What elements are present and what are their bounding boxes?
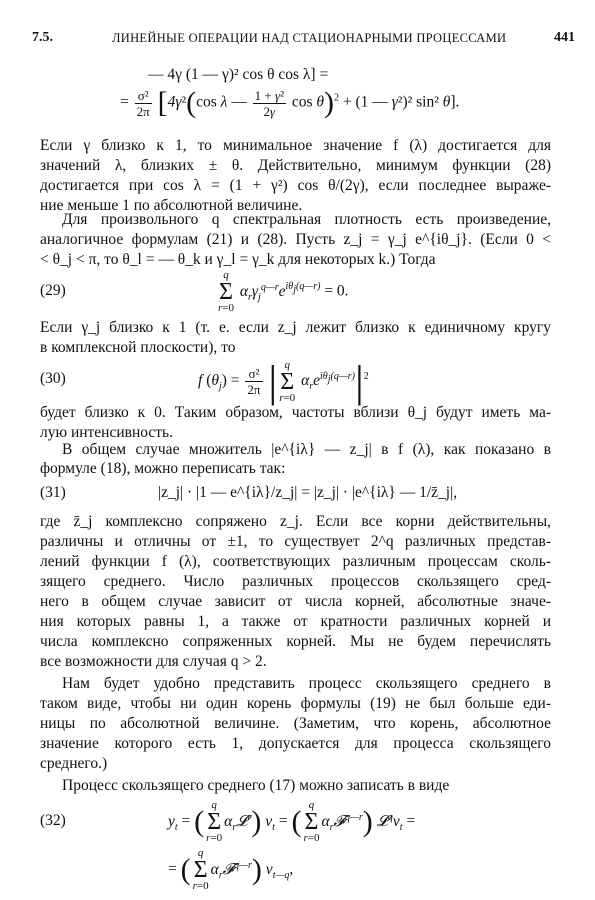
equation-top-line1: — 4γ (1 — γ)² cos θ cos λ] = [148, 66, 329, 83]
fraction-sigma2-2pi: $\frac{\text{σ²}}{2\pi}$ [136, 87, 150, 119]
eq32-line2: = ( q Σ $r=0\alpha_r𝓕^{q—r}$) $v_{t—q}$, [168, 847, 294, 892]
p3-line2: в комплексной плоскости), то [40, 339, 236, 356]
fraction-sigma2-2pi: $\frac{\text{σ²}}{2\pi}$ [247, 366, 261, 397]
p7-line4: значение которого есть 1, допускается для процесса скользящего [40, 735, 551, 752]
p8-line1: Процесс скользящего среднего (17) можно записать в виде [62, 777, 450, 794]
eq29-label: (29) [40, 282, 66, 299]
p2-line3: < θ_j < π, то θ_l = — θ_k и γ_l = γ_k для некоторых k.) Тогда [40, 251, 436, 268]
p5-line1: В общем случае множитель |e^{iλ} — z_j| в f (λ), как показано в [62, 441, 551, 458]
running-header [32, 30, 575, 50]
p3-line1: Если γ_j близко к 1 (т. е. если z_j лежит близко к единичному кругу [40, 319, 551, 336]
summation-symbol: q Σ r=0 [218, 269, 234, 314]
p6-line7: числа комплексно сопряженных корней. Мы не будем перечислять [40, 633, 551, 650]
p7-line3: ницы по абсолютной величине. (Заметим, что корень, абсолютное [40, 715, 551, 732]
p7-line2: таком виде, чтобы ни один корень формулы (19) не был больше еди- [40, 695, 551, 712]
p1-line1: Если γ близко к 1, то минимальное значение f (λ) достигается для [40, 137, 551, 154]
summation-symbol: q Σ r=0 [303, 799, 320, 844]
eq31-label: (31) [40, 484, 66, 501]
summation-symbol: q Σ r=0 [279, 358, 296, 404]
eq32-line1: $y_t$ = ( q Σ $r=0\alpha_r𝓛^r$) $v_t$ = ( q Σ $r=0\alpha_r𝓕^{q—r}$) $𝓛^qv_t$ = [168, 799, 416, 844]
equals-sign: = [120, 93, 129, 111]
eq30-label: (30) [40, 370, 66, 387]
p6-line6: ния которых равны 1, а также от кратности различных корней и [40, 613, 551, 630]
p1-line2: значений λ, близких ± θ. Действительно, минимум функции (28) [40, 157, 551, 174]
equation-top-line2: = $\frac{\text{σ²}}{2\pi}$ [4γ²(cos λ — $\frac{\text{1 + γ²}}{2\gamma}$ cos θ)$^2$ + (1 — γ²)² sin² θ]. [120, 86, 460, 119]
p6-line5: него в общем случае зависит от числа корней, абсолютные значе- [40, 593, 551, 610]
summation-symbol: q Σ r=0 [192, 847, 209, 892]
eq30-body: f $(\theta_j)$ = $\frac{\text{σ²}}{2\pi}$ | q Σ r=0 $\alpha_re^{i\theta_j(q—r)}|^2$ [198, 357, 369, 406]
eq32-label: (32) [40, 812, 66, 829]
eq31-body: |z_j| · |1 — e^{iλ}/z_j| = |z_j| · |e^{iλ} — 1/z̄_j|, [158, 484, 458, 501]
p5-line2: формуле (18), можно переписать так: [40, 460, 286, 477]
p6-line8: все возможности для случая q > 2. [40, 653, 267, 670]
p6-line3: лений функции f (λ), соответствующих различным процессам сколь- [40, 553, 551, 570]
p6-line2: различны и отличны от ±1, то существует 2^q различных представ- [40, 533, 551, 550]
page-number: 441 [554, 30, 575, 45]
p6-line1: где z̄_j комплексно сопряжено z_j. Если все корни действительны, [40, 513, 551, 530]
p7-line1: Нам будет удобно представить процесс скользящего среднего в [62, 675, 551, 692]
p1-line4: ние меньше 1 по абсолютной величине. [40, 197, 303, 214]
eq29-body: q Σ r=0 $\alpha_r\gamma_j^{q—r}e^{i\theta_j(q—r)} = 0$. [218, 269, 349, 314]
summation-symbol: q Σ r=0 [206, 799, 223, 844]
p6-line4: зящего среднего. Число различных процессов скользящего сред- [40, 573, 551, 590]
p2-line1: Для произвольного q спектральная плотность есть произведение, [62, 211, 551, 228]
p1-line3: достигается при cos λ = (1 + γ²) cos θ/(2γ), если последнее выраже- [40, 177, 551, 194]
fraction-1gamma2-2gamma: $\frac{\text{1 + γ²}}{2\gamma}$ [254, 87, 284, 119]
p4-line1: будет близко к 0. Таким образом, частоты вблизи θ_j будут иметь ма- [40, 404, 551, 421]
p4-line2: лую интенсивность. [40, 424, 173, 441]
p7-line5: среднего.) [40, 755, 108, 772]
section-number: 7.5. [32, 30, 53, 45]
p2-line2: аналогичное формулам (21) и (28). Пусть z_j = γ_j e^{iθ_j}. (Если 0 < [40, 231, 551, 248]
header-title: ЛИНЕЙНЫЕ ОПЕРАЦИИ НАД СТАЦИОНАРНЫМИ ПРОЦЕССАМИ [112, 31, 507, 45]
